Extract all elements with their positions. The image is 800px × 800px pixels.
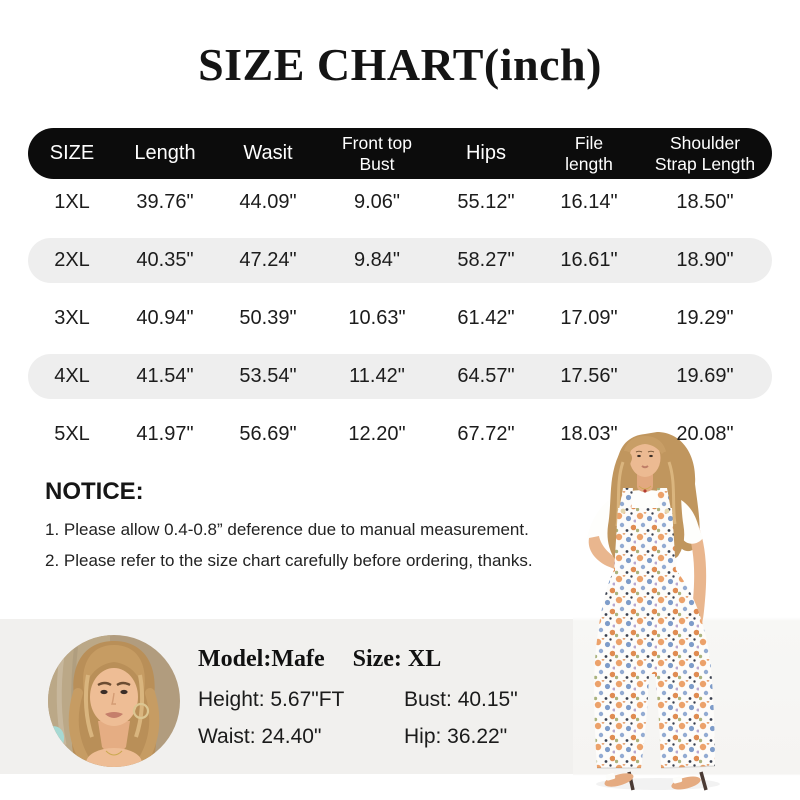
model-name-label: Model:Mafe [198, 646, 325, 672]
row-size-label: 5XL [54, 423, 90, 445]
table-cell: 18.03" [560, 423, 618, 445]
notice-heading: NOTICE: [45, 478, 144, 505]
row-size-label: 2XL [54, 249, 90, 271]
table-cell: 17.56" [560, 365, 618, 387]
table-cell: 58.27" [457, 249, 515, 271]
model-size-label: Size: XL [352, 646, 442, 672]
row-size-label: 4XL [54, 365, 90, 387]
table-cell: 61.42" [457, 307, 515, 329]
table-cell: 47.24" [239, 249, 297, 271]
table-cell: 19.69" [676, 365, 734, 387]
model-headshot-photo [48, 635, 180, 767]
table-cell: 9.06" [353, 191, 401, 213]
table-cell: 40.94" [136, 307, 194, 329]
model-illustration [573, 428, 800, 792]
notice-section [45, 478, 533, 582]
table-cell: 16.61" [560, 249, 618, 271]
table-cell: 12.20" [348, 423, 406, 445]
page-title: SIZE CHART(inch) [198, 39, 602, 90]
table-cell: 40.35" [136, 249, 194, 271]
table-row [28, 238, 772, 283]
table-cell: 67.72" [457, 423, 515, 445]
table-cell: 18.50" [676, 191, 734, 213]
model-name-size-line [198, 646, 518, 673]
table-header-row [28, 128, 772, 179]
table-cell: 56.69" [239, 423, 297, 445]
table-cell: 16.14" [560, 191, 618, 213]
notice-item-1: 1. Please allow 0.4-0.8” deference due to manual measurement. [45, 520, 529, 539]
model-full-photo [573, 428, 800, 792]
table-body [28, 180, 772, 470]
table-cell: 64.57" [457, 365, 515, 387]
column-header-length: Length [134, 142, 196, 164]
row-size-label: 3XL [54, 307, 90, 329]
table-row [28, 180, 772, 225]
column-header-hips: Hips [465, 142, 506, 164]
model-bust: Bust: 40.15" [404, 688, 518, 711]
column-header-file-length: File length [565, 133, 613, 174]
table-cell: 19.29" [676, 307, 734, 329]
headshot-illustration [48, 635, 180, 767]
table-cell: 41.97" [136, 423, 194, 445]
table-cell: 9.84" [353, 249, 401, 271]
table-cell: 17.09" [560, 307, 618, 329]
row-size-label: 1XL [54, 191, 90, 213]
model-info-block [198, 646, 518, 749]
table-cell: 44.09" [239, 191, 297, 213]
table-row [28, 412, 772, 457]
column-header-waist: Wasit [243, 142, 293, 164]
table-cell: 39.76" [136, 191, 194, 213]
table-cell: 11.42" [349, 365, 405, 387]
table-cell: 20.08" [676, 423, 734, 445]
column-header-size: SIZE [49, 142, 95, 164]
table-cell: 53.54" [239, 365, 297, 387]
table-cell: 18.90" [676, 249, 734, 271]
column-header-shoulder-strap-length: Shoulder Strap Length [654, 133, 756, 174]
table-cell: 55.12" [457, 191, 515, 213]
table-row [28, 296, 772, 341]
model-height: Height: 5.67"FT [198, 688, 345, 711]
table-cell: 10.63" [348, 307, 406, 329]
notice-item-2: 2. Please refer to the size chart carefully before ordering, thanks. [45, 551, 533, 570]
column-header-front-top-bust: Front top Bust [341, 133, 413, 174]
table-cell: 50.39" [239, 307, 297, 329]
model-hip: Hip: 36.22" [404, 725, 508, 748]
table-cell: 41.54" [136, 365, 194, 387]
model-waist: Waist: 24.40" [198, 725, 322, 748]
model-measurements [198, 688, 518, 749]
table-row [28, 354, 772, 399]
